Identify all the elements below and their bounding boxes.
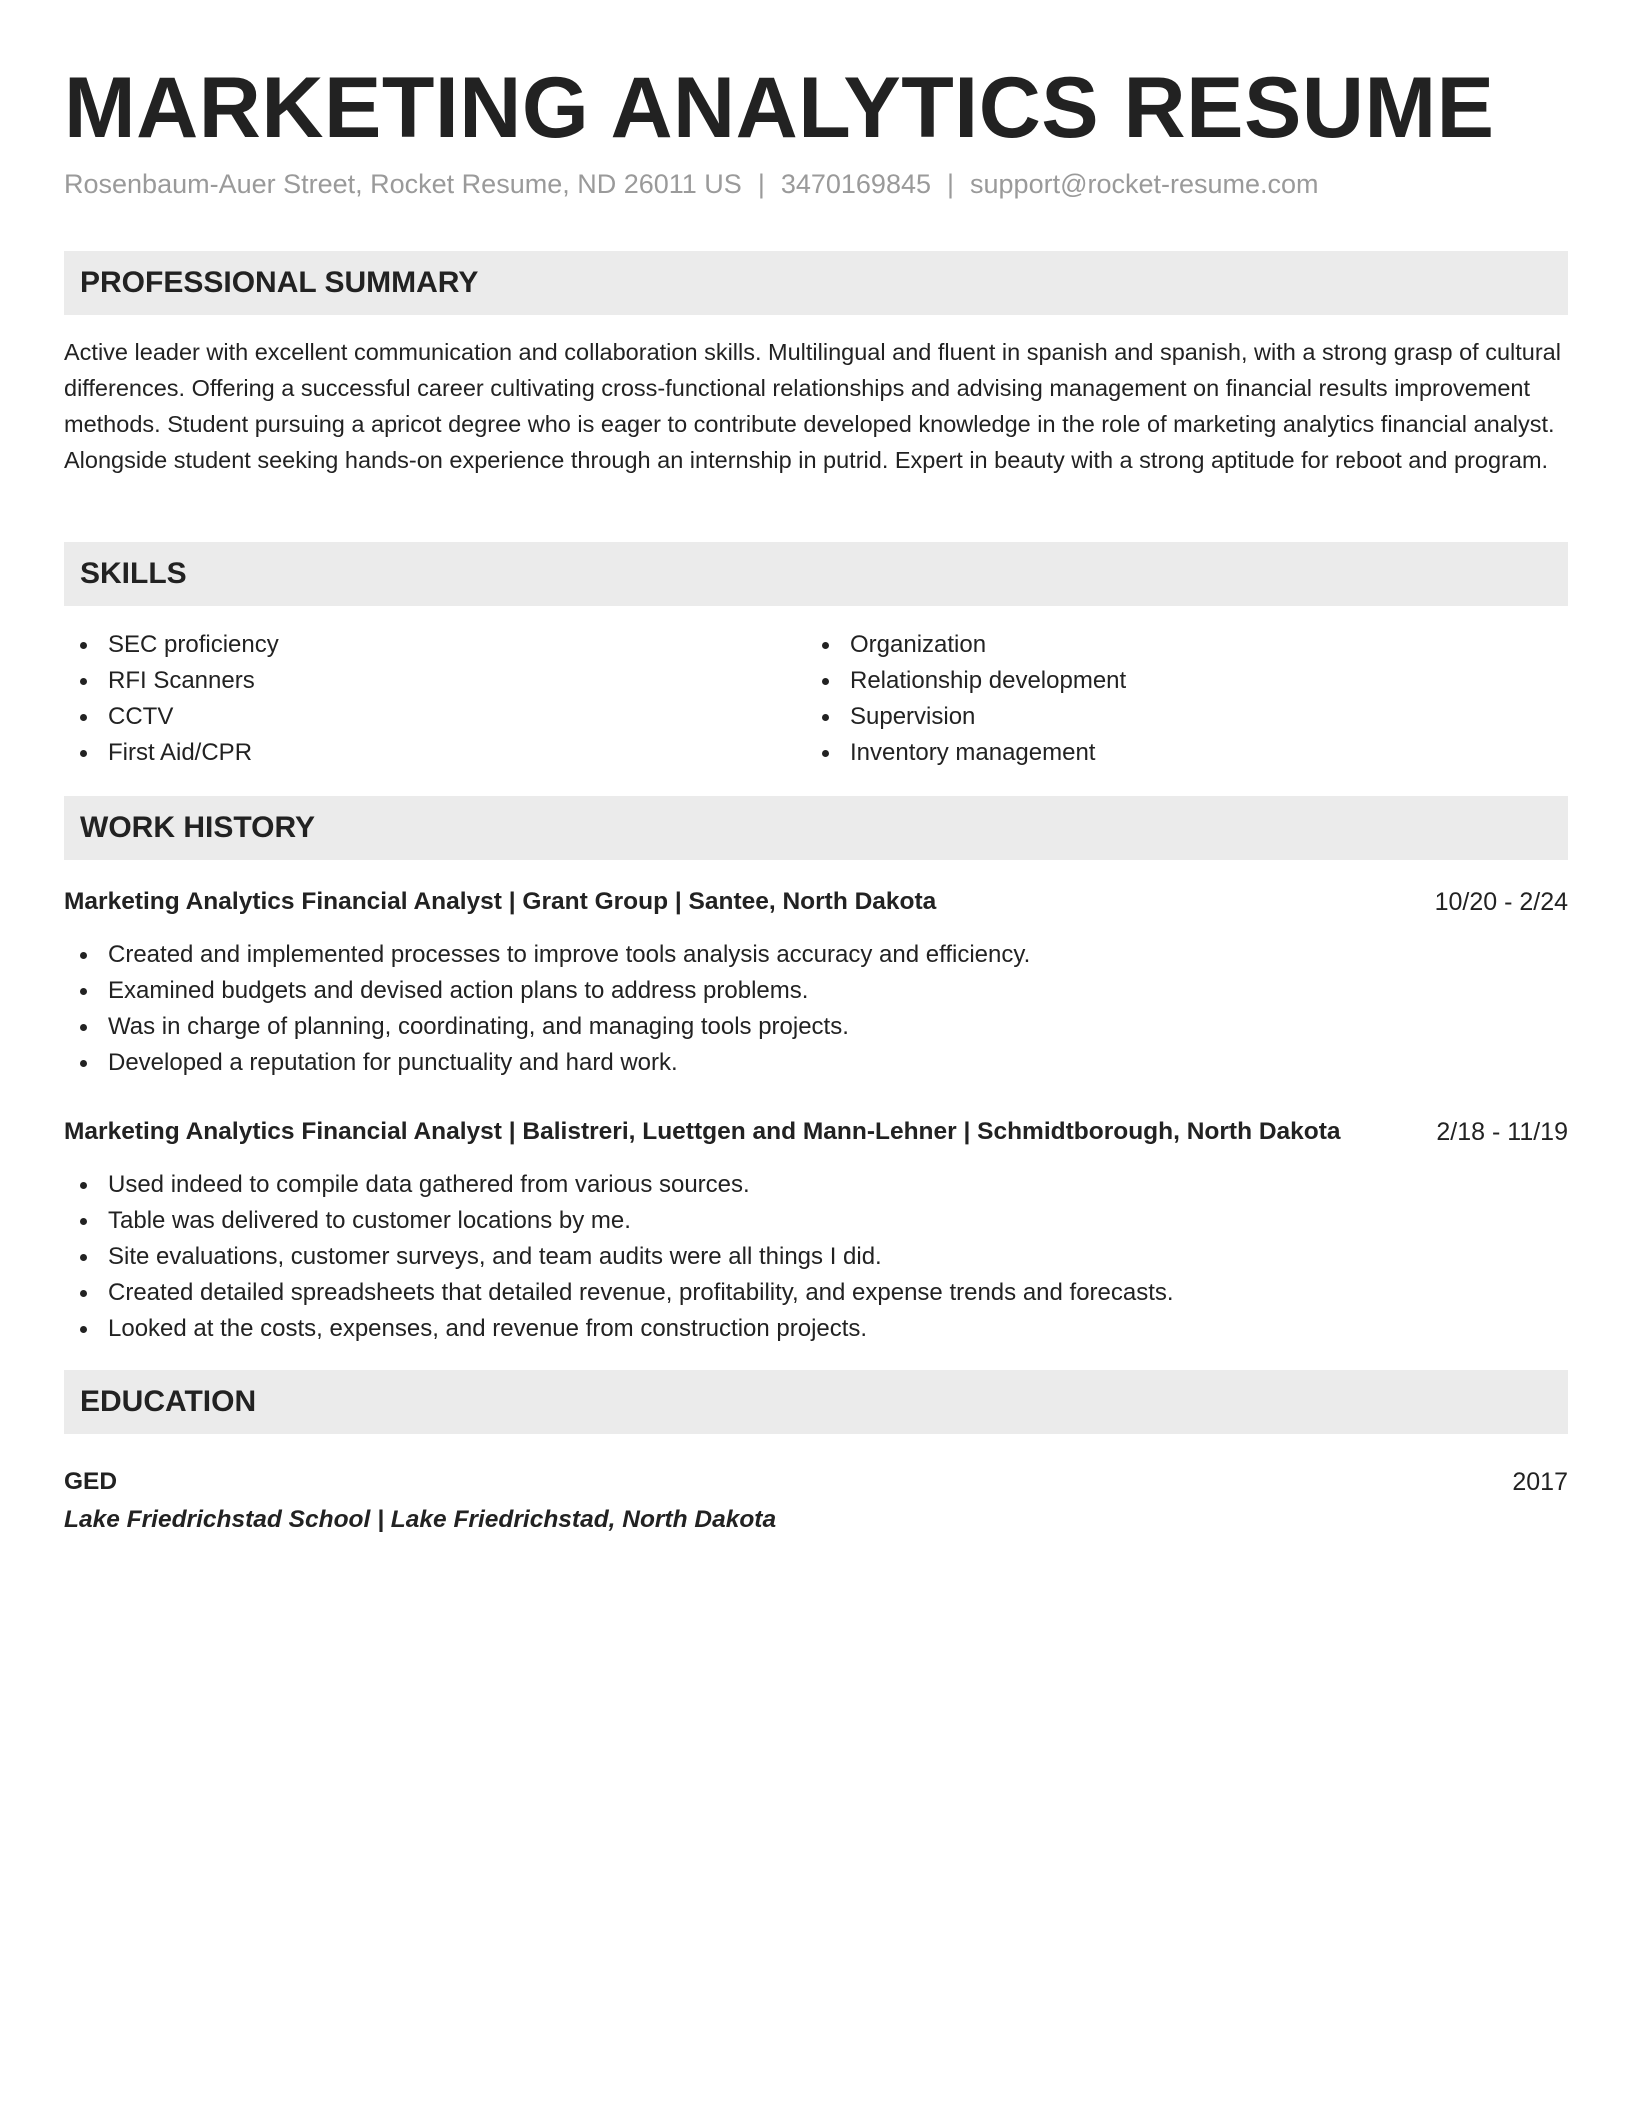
- job-title: Marketing Analytics Financial Analyst | Balistreri, Luettgen and Mann-Lehner | Schmidtborough, North Dakota: [64, 1118, 1341, 1145]
- job-bullets: [64, 937, 1030, 1081]
- job-bullet: Created and implemented processes to improve tools analysis accuracy and efficiency.: [64, 937, 1030, 973]
- contact-phone: 3470169845: [780, 169, 931, 199]
- job-bullet: Looked at the costs, expenses, and revenue from construction projects.: [64, 1311, 1174, 1347]
- skill-item: Supervision: [806, 699, 1126, 735]
- section-heading-summary: PROFESSIONAL SUMMARY: [64, 251, 1568, 315]
- skill-item: First Aid/CPR: [64, 735, 279, 771]
- section-heading-work-history: WORK HISTORY: [64, 796, 1568, 860]
- job-dates: 10/20 - 2/24: [1434, 888, 1568, 916]
- contact-email: support@rocket-resume.com: [970, 169, 1319, 199]
- summary-text: Active leader with excellent communication and collaboration skills. Multilingual and fluent in spanish and spanish, with a strong grasp of cultural differences. Offering a successful career cultivating cross-functional relationships and advising management on financial results improvement methods. Student pursuing a apricot degree who is eager to contribute developed knowledge in the role of marketing analytics financial analyst. Alongside student seeking hands-on experience through an internship in putrid. Expert in beauty with a strong aptitude for reboot and program.: [64, 339, 1561, 473]
- education-school: Lake Friedrichstad School | Lake Friedrichstad, North Dakota: [64, 1506, 777, 1533]
- skill-item: RFI Scanners: [64, 663, 279, 699]
- job-bullet: Developed a reputation for punctuality and hard work.: [64, 1045, 1030, 1081]
- education-degree: GED: [64, 1468, 118, 1495]
- contact-line: [64, 166, 1319, 202]
- skill-item: CCTV: [64, 699, 279, 735]
- skill-item: SEC proficiency: [64, 627, 279, 663]
- contact-separator: |: [757, 169, 765, 199]
- job-bullet: Used indeed to compile data gathered from various sources.: [64, 1167, 1174, 1203]
- job-bullets: [64, 1167, 1174, 1347]
- skill-item: Inventory management: [806, 735, 1126, 771]
- skills-list-right: [806, 627, 1126, 771]
- section-heading-education: EDUCATION: [64, 1370, 1568, 1434]
- job-dates: 2/18 - 11/19: [1436, 1118, 1568, 1146]
- job-bullet: Site evaluations, customer surveys, and team audits were all things I did.: [64, 1239, 1174, 1275]
- job-bullet: Created detailed spreadsheets that detailed revenue, profitability, and expense trends and forecasts.: [64, 1275, 1174, 1311]
- skills-list-left: [64, 627, 279, 771]
- education-year: 2017: [1512, 1468, 1568, 1496]
- section-heading-skills: SKILLS: [64, 542, 1568, 606]
- skill-item: Organization: [806, 627, 1126, 663]
- job-bullet: Examined budgets and devised action plans to address problems.: [64, 973, 1030, 1009]
- resume-name: MARKETING ANALYTICS RESUME: [64, 60, 1495, 156]
- job-title: Marketing Analytics Financial Analyst | Grant Group | Santee, North Dakota: [64, 888, 937, 915]
- contact-separator: |: [947, 169, 955, 199]
- skill-item: Relationship development: [806, 663, 1126, 699]
- contact-address: Rosenbaum-Auer Street, Rocket Resume, ND 26011 US: [64, 169, 742, 199]
- job-bullet: Table was delivered to customer locations by me.: [64, 1203, 1174, 1239]
- job-bullet: Was in charge of planning, coordinating, and managing tools projects.: [64, 1009, 1030, 1045]
